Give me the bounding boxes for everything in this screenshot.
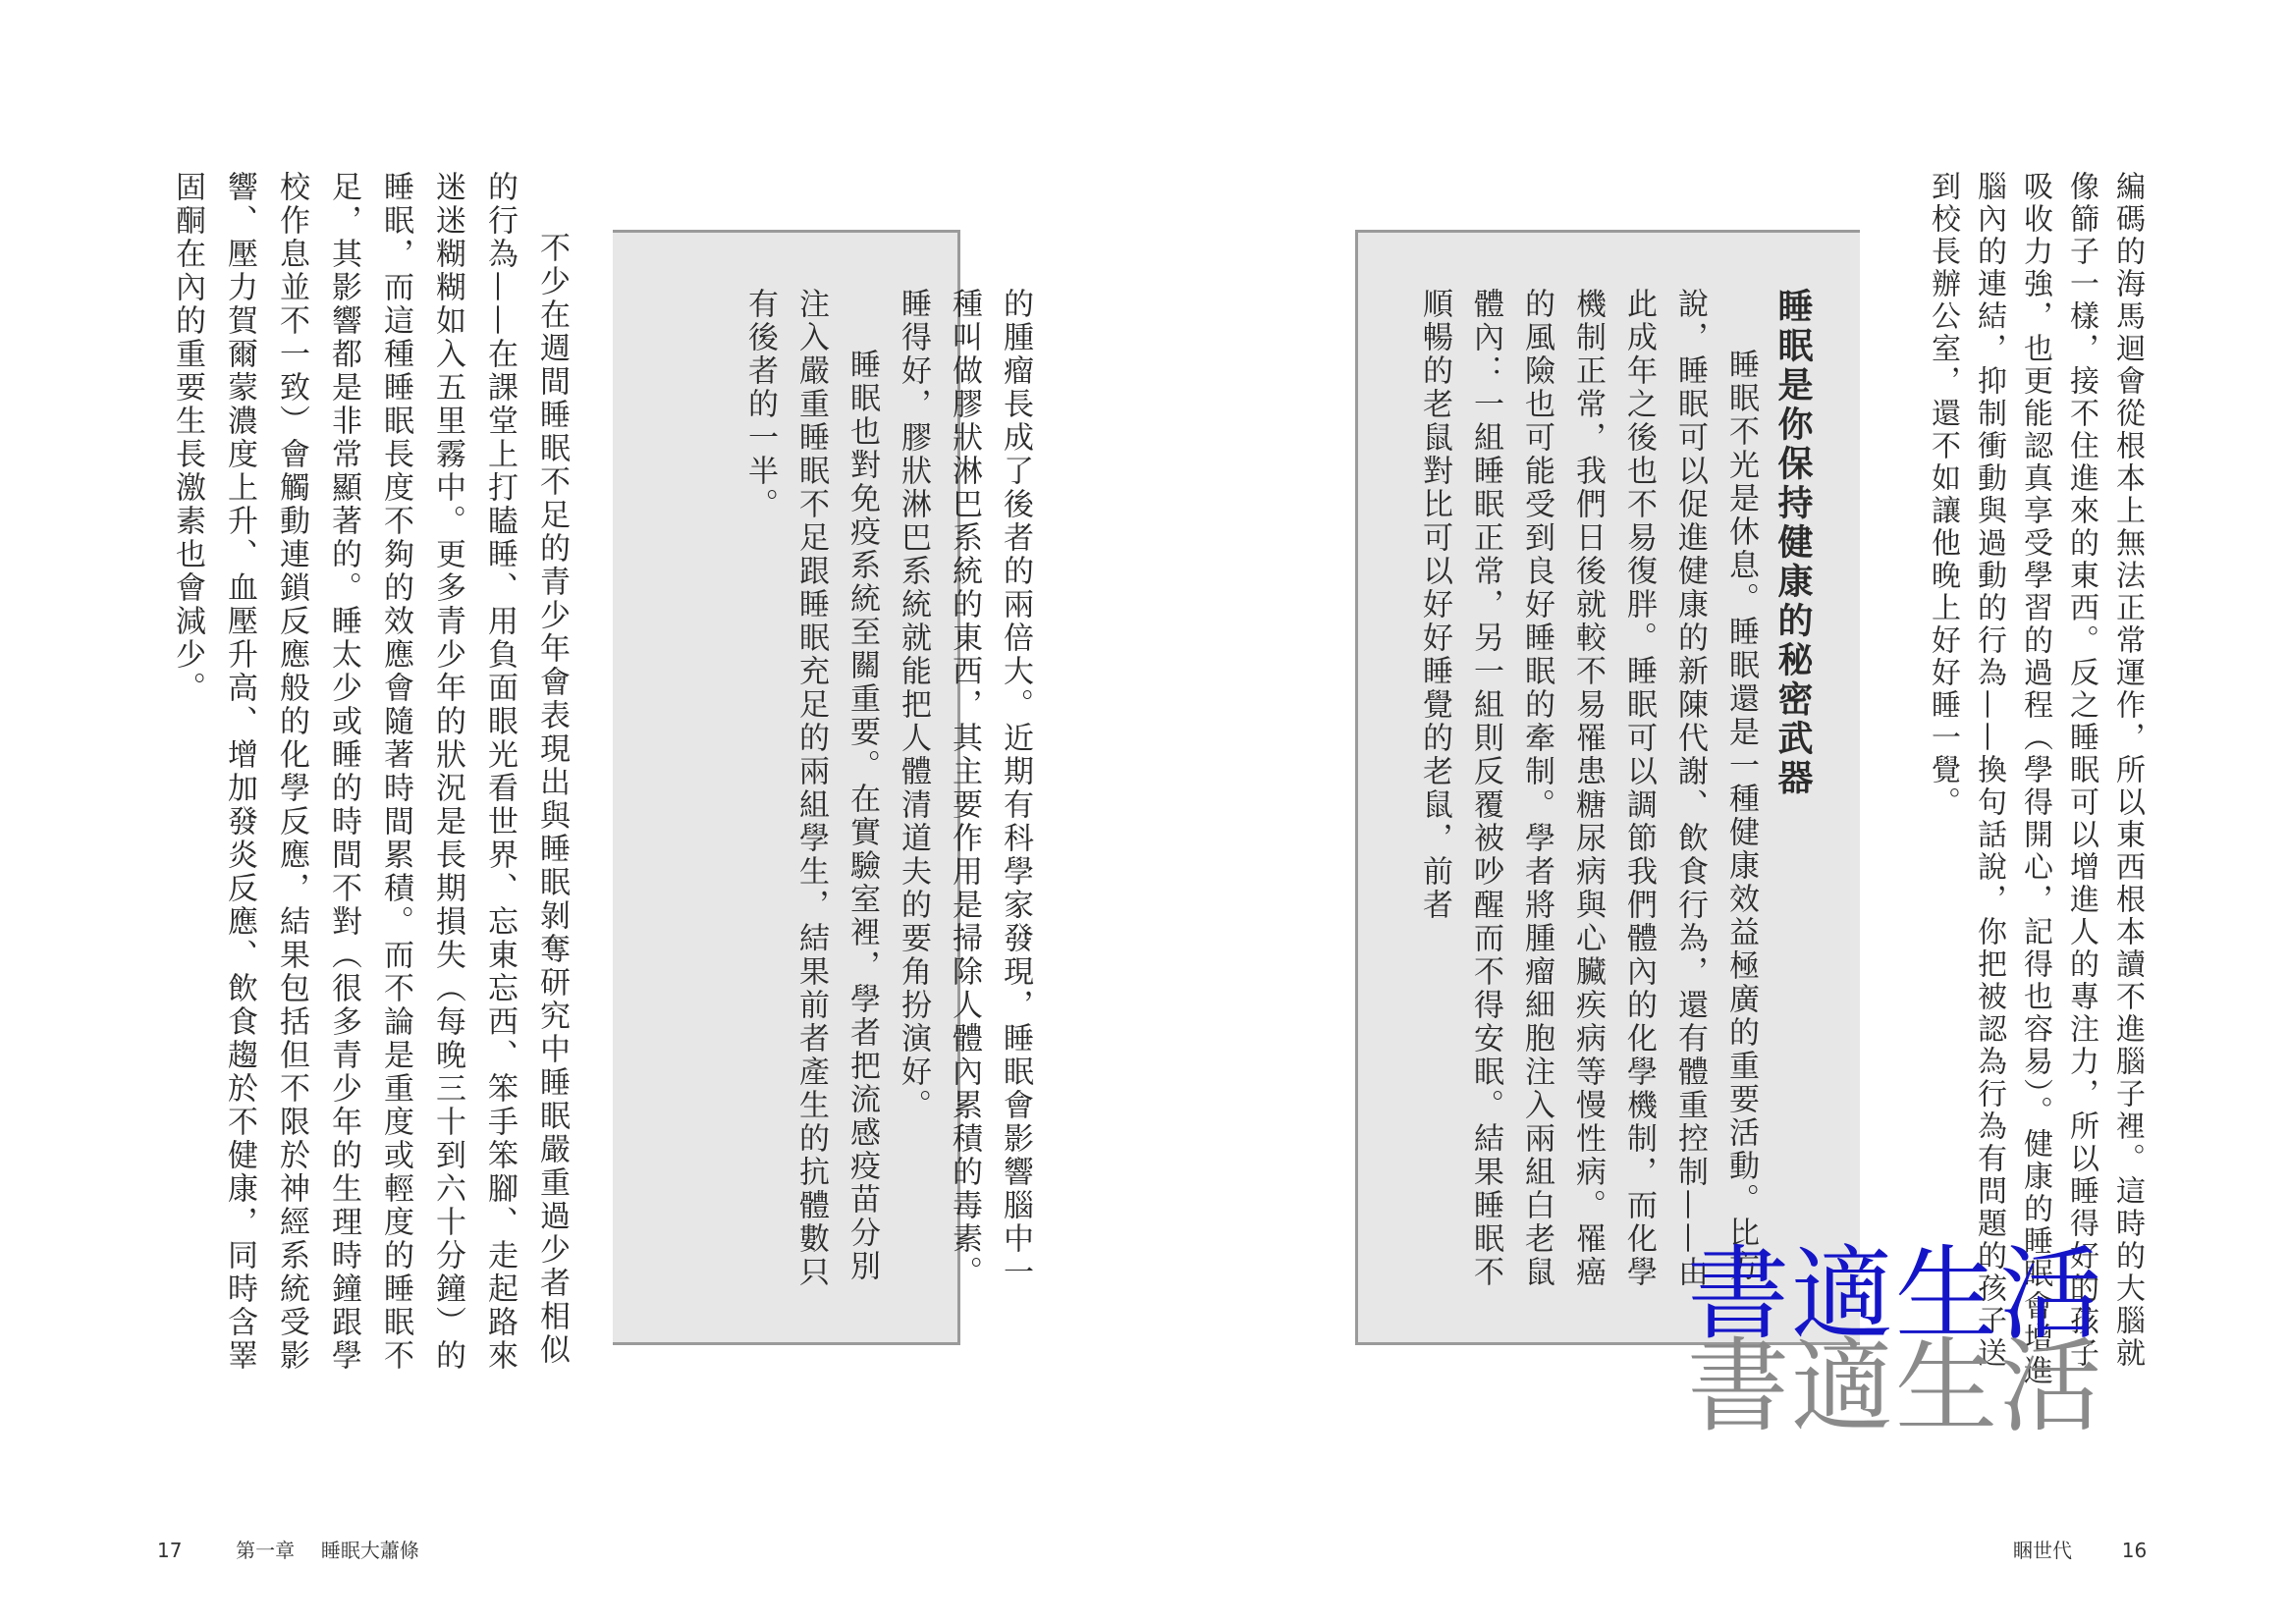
running-head: 睏世代 — [2013, 1539, 2072, 1562]
sidebar-heading: 睡眠是你保持健康的秘密武器 — [1772, 288, 1813, 798]
sidebar-right-text: 睡眠不光是休息。睡眠還是一種健康效益極廣的重要活動。比方說，睡眠可以促進健康的新陳代謝、飲食行為，還有體重控制——由此成年之後也不易復胖。睡眠可以調節我們體內的化學機制，而化學機制正常，我們日後就較不易罹患糖尿病與心臟疾病等慢性病。罹癌的風險也可能受到良好睡眠的牽制。學者將腫瘤細胞注入兩組白老鼠體內：一組睡眠正常，另一組則反覆被吵醒而不得安眠。結果睡眠不順暢的老鼠對比可以好好睡覺的老鼠，前者 — [1417, 288, 1759, 1289]
sidebar-right-content — [1409, 288, 1818, 1309]
sidebar-left-para-2: 睡眠也對免疫系統至關重要。在實驗室裡，學者把流感疫苗分別注入嚴重睡眠不足跟睡眠充足的兩組學生，結果前者產生的抗體數只有後者的一半。 — [742, 288, 880, 1289]
sidebar-box-right — [1355, 230, 1860, 1345]
chapter-label: 第一章 — [236, 1539, 296, 1562]
footer-right — [2013, 1535, 2147, 1563]
left-paragraph-text: 不少在週間睡眠不足的青少年會表現出與睡眠剝奪研究中睡眠嚴重過少者相似的行為——在課堂上打瞌睡、用負面眼光看世界、忘東忘西、笨手笨腳、走起路來迷迷糊糊如入五里霧中。更多青少年的狀況是長期損失（每晚三十到六十分鐘）的睡眠，而這種睡眠長度不夠的效應會隨著時間累積。而不論是重度或輕度的睡眠不足，其影響都是非常顯著的。睡太少或睡的時間不對（很多青少年的生理時鐘跟學校作息並不一致）會觸動連鎖反應般的化學反應，結果包括但不限於神經系統受影響、壓力賀爾蒙濃度上升、血壓升高、增加發炎反應、飲食趨於不健康，同時含睪固酮在內的重要生長激素也會減少。 — [170, 171, 570, 1373]
right-page-paragraph — [1915, 171, 2151, 1388]
sidebar-left-para-1: 的腫瘤長成了後者的兩倍大。近期有科學家發現，睡眠會影響腦中一種叫做膠狀淋巴系統的東西，其主要作用是掃除人體內累積的毒素。睡得好，膠狀淋巴系統就能把人體清道夫的要角扮演好。 — [896, 288, 1033, 1289]
right-paragraph-text: 編碼的海馬迴會從根本上無法正常運作，所以東西根本讀不進腦子裡。這時的大腦就像篩子一樣，接不住進來的東西。反之睡眠可以增進人的專注力，所以睡得好的孩子吸收力強，也更能認真享受學習的過程（學得開心，記得也容易）。健康的睡眠會增進腦內的連結，抑制衝動與過動的行為——換句話說，你把被認為行為有問題的孩子送到校長辦公室，還不如讓他晚上好好睡一覺。 — [1926, 171, 2145, 1387]
sidebar-box-left — [613, 230, 1033, 1345]
left-page-paragraph — [170, 171, 577, 1388]
page-number-left: 17 — [157, 1539, 183, 1562]
watermark-blue: 書適生活 — [1687, 1234, 2104, 1354]
sidebar-left-content — [735, 288, 1041, 1309]
chapter-title: 睡眠大蕭條 — [320, 1539, 419, 1562]
footer-left — [157, 1535, 419, 1563]
page-number-right: 16 — [2121, 1539, 2148, 1562]
watermark-gray: 書適生活 — [1687, 1326, 2104, 1446]
